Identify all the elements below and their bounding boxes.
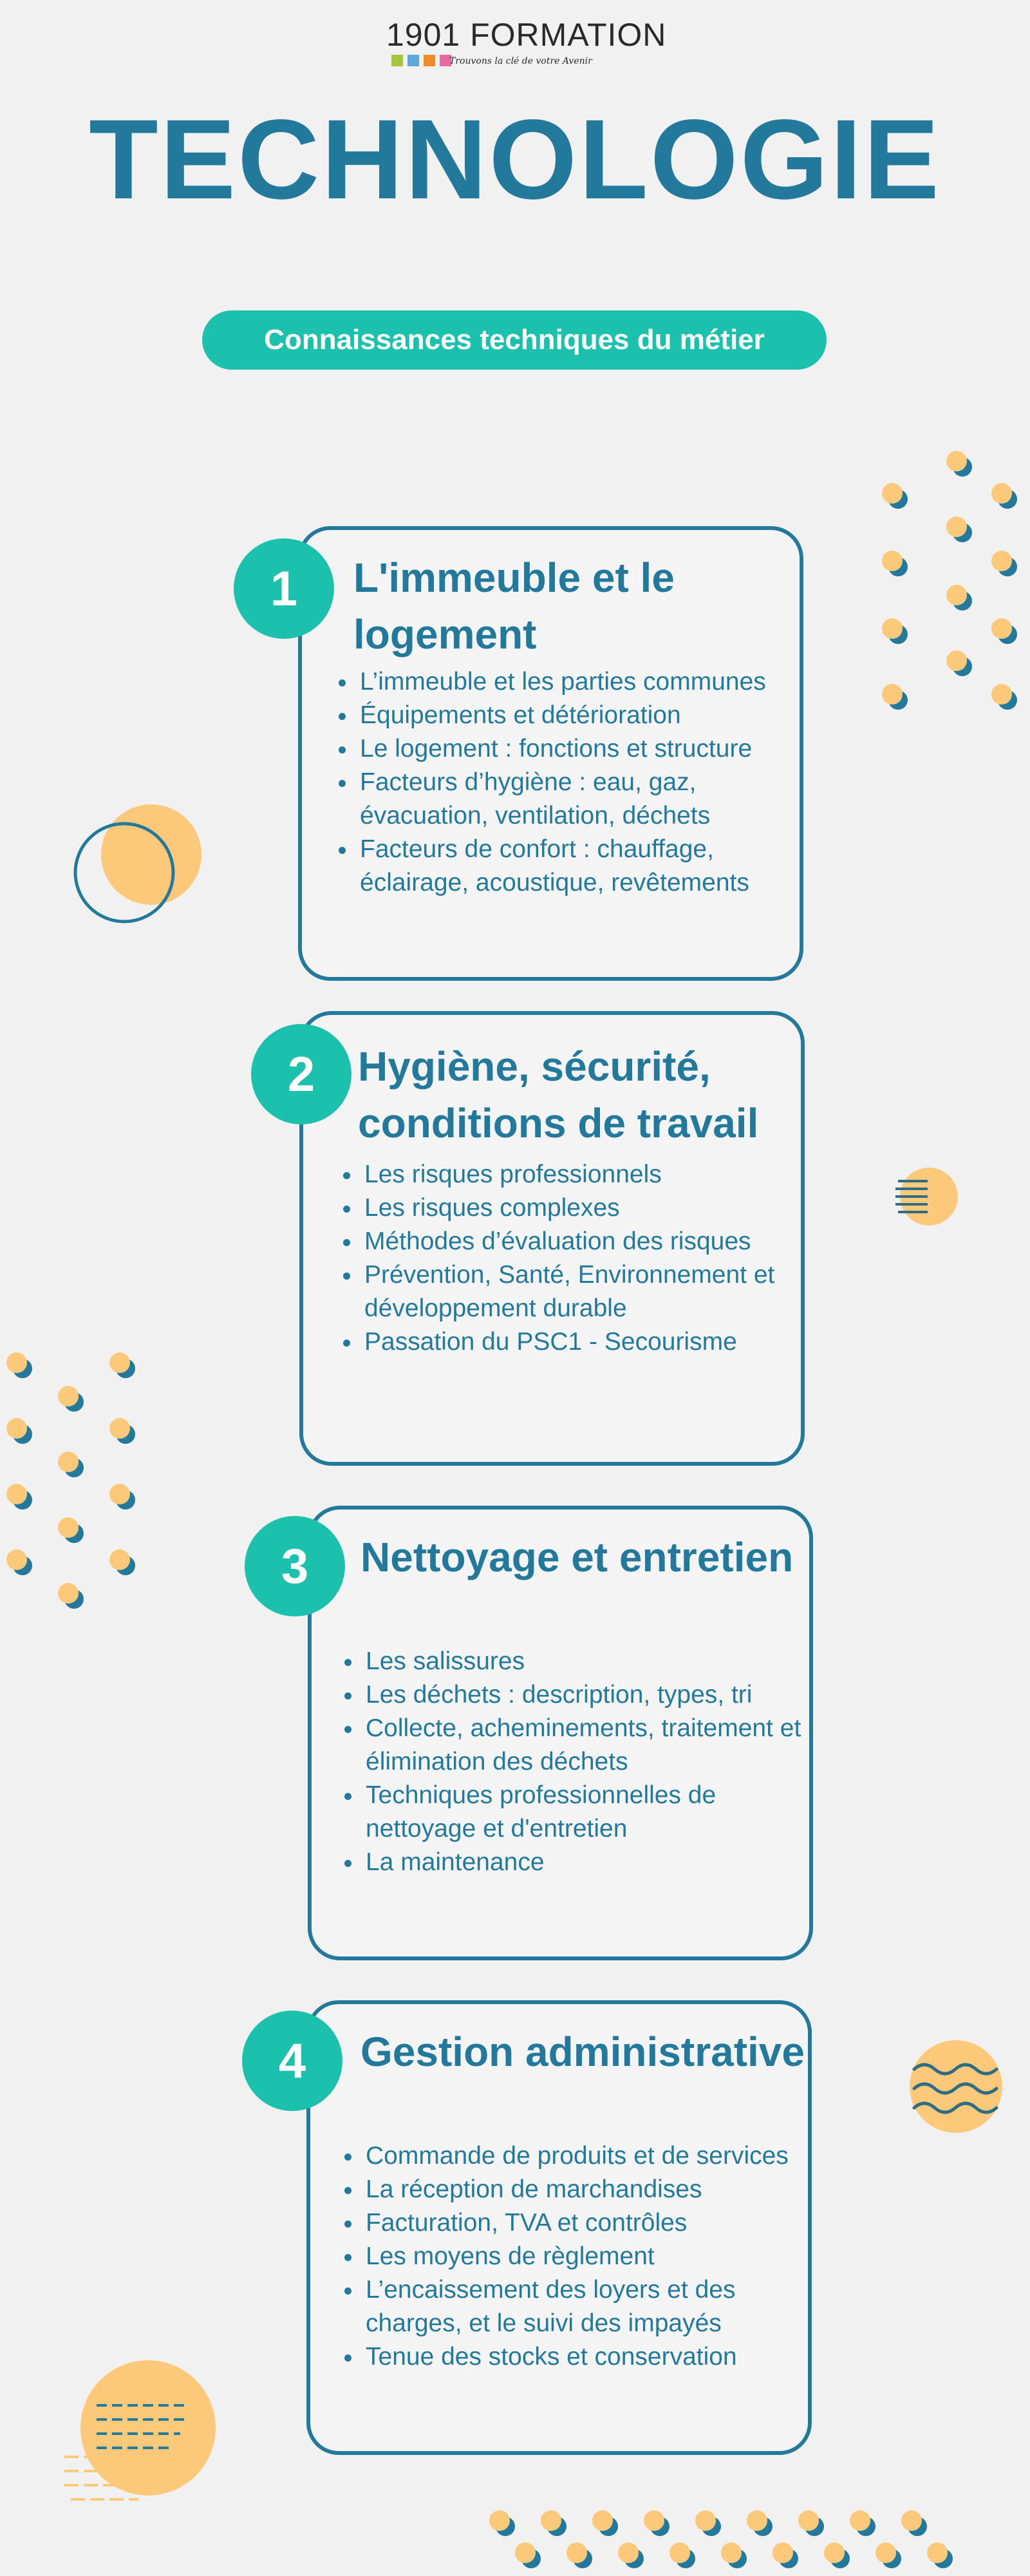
decorative-dot bbox=[876, 2543, 904, 2571]
decorative-dot bbox=[566, 2543, 595, 2571]
section-title: Nettoyage et entretien bbox=[360, 1534, 794, 1580]
decorative-dot bbox=[644, 2510, 672, 2539]
logo-tagline: Trouvons la clé de votre Avenir bbox=[449, 56, 592, 66]
logo-square-blue bbox=[407, 55, 419, 66]
list-item: • Prévention, Santé, Environnement et développement durable bbox=[362, 1258, 812, 1325]
list-item: • Méthodes d’évaluation des risques bbox=[362, 1225, 812, 1258]
page-title: TECHNOLOGIE bbox=[89, 97, 941, 223]
section-card-1 bbox=[298, 526, 803, 981]
decorative-dot bbox=[109, 1352, 138, 1381]
decorative-dot bbox=[882, 483, 910, 511]
decorative-dot bbox=[798, 2510, 827, 2539]
list-item: • Passation du PSC1 - Secourisme bbox=[362, 1325, 812, 1359]
list-item: • La maintenance bbox=[363, 1846, 820, 1879]
decorative-dot bbox=[721, 2543, 749, 2571]
section-list bbox=[340, 2139, 820, 2374]
decorative-dot bbox=[6, 1549, 35, 1578]
decorative-dot bbox=[58, 1583, 86, 1611]
decorative-dot-grid bbox=[882, 444, 1024, 715]
list-item: • Les salissures bbox=[363, 1645, 820, 1678]
section-title: Hygiène, sécurité, conditions de travail bbox=[358, 1043, 759, 1146]
logo-square-green bbox=[391, 55, 403, 66]
section-number-badge: 3 bbox=[245, 1516, 345, 1616]
list-item: • Collecte, acheminements, traitement et élimination des déchets bbox=[363, 1712, 820, 1779]
decorative-dot bbox=[991, 618, 1020, 647]
decorative-dot-grid bbox=[6, 1346, 148, 1616]
decorative-dot bbox=[58, 1452, 86, 1480]
list-item: • L’encaissement des loyers et des charges, et le suivi des impayés bbox=[363, 2273, 820, 2340]
decorative-dot bbox=[882, 618, 910, 647]
list-item: • Facteurs d’hygiène : eau, gaz, évacuation, ventilation, déchets bbox=[357, 766, 808, 833]
decorative-dot bbox=[6, 1484, 35, 1512]
list-item: • La réception de marchandises bbox=[363, 2173, 820, 2206]
decorative-dot bbox=[58, 1386, 86, 1414]
list-item: • Équipements et détérioration bbox=[357, 699, 808, 732]
logo-color-squares bbox=[391, 55, 451, 66]
list-item: • Le logement : fonctions et structure bbox=[357, 732, 808, 766]
section-list bbox=[334, 665, 808, 900]
decorative-dot bbox=[695, 2510, 724, 2539]
decorative-dot bbox=[6, 1352, 35, 1381]
section-list bbox=[340, 1645, 820, 1879]
section-number-badge: 2 bbox=[251, 1024, 351, 1124]
decorative-dot bbox=[109, 1418, 138, 1446]
decorative-dot bbox=[109, 1549, 138, 1578]
list-item: • L’immeuble et les parties communes bbox=[357, 665, 808, 699]
section-title: Gestion administrative bbox=[360, 2029, 805, 2075]
decorative-dot-row bbox=[489, 2510, 966, 2575]
decorative-dot bbox=[850, 2510, 878, 2539]
list-item: • Les risques complexes bbox=[362, 1191, 812, 1225]
decorative-dot bbox=[991, 483, 1020, 511]
decorative-dot bbox=[747, 2510, 775, 2539]
list-item: • Techniques professionnelles de nettoyage et d'entretien bbox=[363, 1779, 820, 1846]
decorative-dot bbox=[6, 1418, 35, 1446]
section-number-badge: 1 bbox=[234, 538, 334, 639]
section-title: L'immeuble et le logement bbox=[353, 554, 675, 658]
decorative-dot bbox=[489, 2510, 518, 2539]
decorative-dot bbox=[58, 1517, 86, 1546]
decorative-dashed-circle bbox=[61, 2360, 229, 2515]
logo-square-orange bbox=[424, 55, 435, 66]
decorative-dot bbox=[772, 2543, 801, 2571]
decorative-dot bbox=[515, 2543, 543, 2571]
decorative-dot bbox=[882, 684, 910, 712]
subtitle-pill: Connaissances techniques du métier bbox=[202, 310, 827, 370]
decorative-dot bbox=[109, 1484, 138, 1512]
decorative-dot bbox=[946, 585, 975, 613]
decorative-dot bbox=[901, 2510, 930, 2539]
section-card-3 bbox=[308, 1506, 813, 1960]
decorative-striped-circle bbox=[892, 1159, 962, 1230]
decorative-dot bbox=[946, 516, 975, 545]
decorative-dot bbox=[991, 551, 1020, 579]
decorative-dot bbox=[991, 684, 1020, 712]
list-item: • Commande de produits et de services bbox=[363, 2139, 820, 2173]
decorative-dot bbox=[592, 2510, 621, 2539]
decorative-dot bbox=[670, 2543, 698, 2571]
logo bbox=[386, 16, 667, 71]
decorative-circles-shape bbox=[68, 802, 209, 931]
section-card-4 bbox=[306, 2000, 812, 2455]
list-item: • Les moyens de règlement bbox=[363, 2240, 820, 2273]
decorative-dot bbox=[946, 451, 975, 479]
section-list bbox=[339, 1158, 812, 1359]
list-item: • Tenue des stocks et conservation bbox=[363, 2340, 820, 2374]
decorative-dot bbox=[882, 551, 910, 579]
decorative-dot bbox=[618, 2543, 646, 2571]
list-item: • Les risques professionnels bbox=[362, 1158, 812, 1191]
section-card-2 bbox=[299, 1011, 805, 1466]
decorative-dot bbox=[946, 650, 975, 679]
section-number-badge: 4 bbox=[242, 2011, 342, 2111]
list-item: • Facteurs de confort : chauffage, éclairage, acoustique, revêtements bbox=[357, 833, 808, 900]
list-item: • Facturation, TVA et contrôles bbox=[363, 2206, 820, 2240]
decorative-dot bbox=[541, 2510, 569, 2539]
list-item: • Les déchets : description, types, tri bbox=[363, 1678, 820, 1712]
decorative-dot bbox=[927, 2543, 955, 2571]
decorative-dot bbox=[824, 2543, 852, 2571]
logo-name: 1901 FORMATION bbox=[386, 17, 667, 53]
decorative-wavy-circle bbox=[908, 2038, 1004, 2135]
decor-yellow-circle bbox=[101, 804, 201, 905]
